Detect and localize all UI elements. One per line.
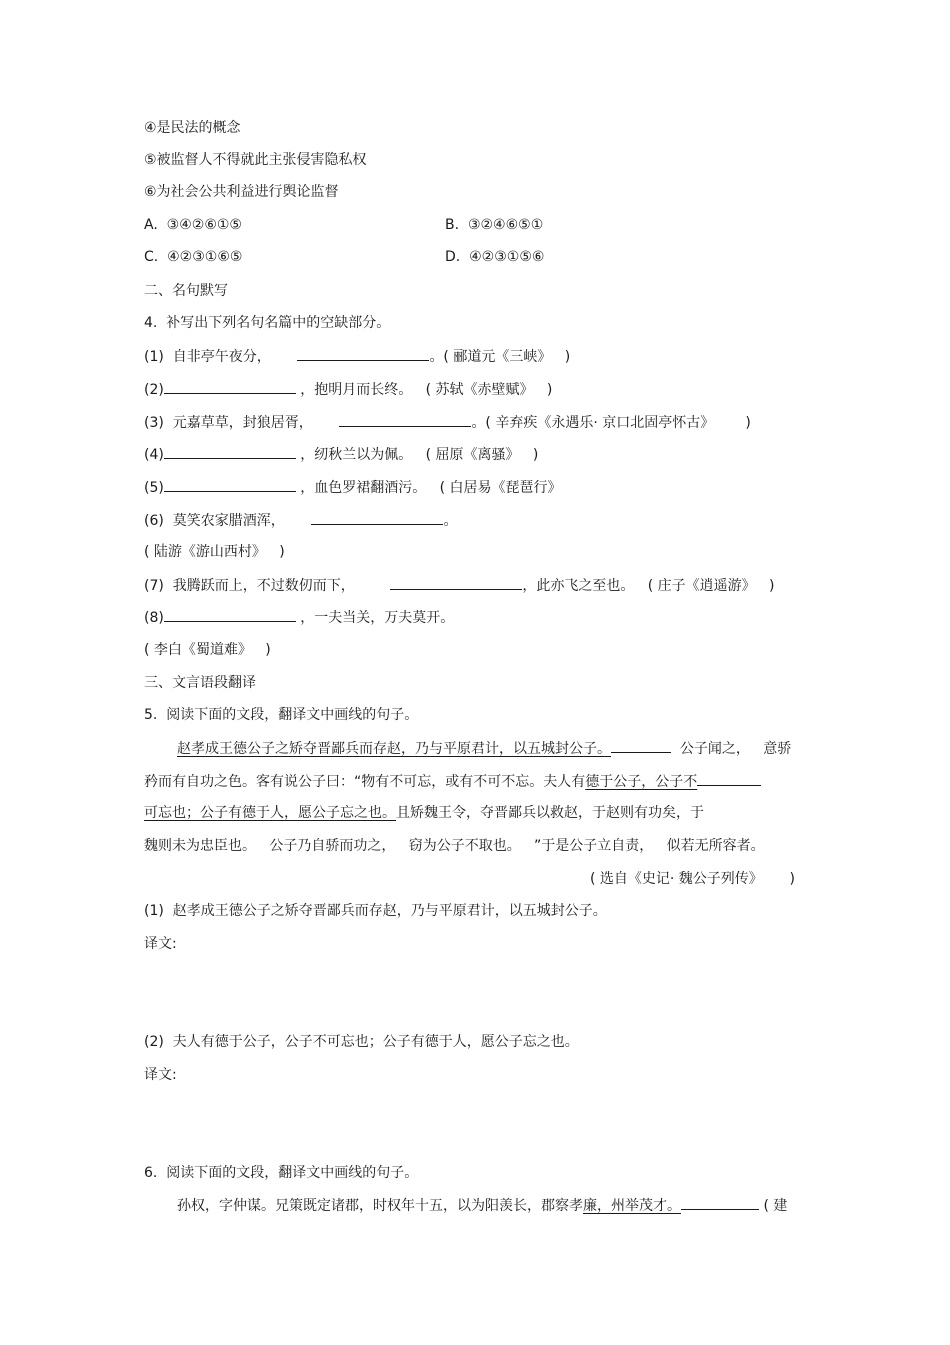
question-5: 5. 阅读下面的文段，翻译文中画线的句子。 [144,707,419,723]
translation-label-2: 译文: [144,1067,177,1083]
passage-line-1: 赵孝成王德公子之矫夺晋鄙兵而存赵，乃与平原君计，以五城封公子。 公子闻之， 意骄 [177,738,791,759]
answer-blank[interactable] [164,477,296,492]
option-c: C. ④②③①⑥⑤ [144,249,243,265]
answer-blank[interactable] [164,444,296,459]
translation-label-1: 译文: [144,936,177,952]
passage-source: ( 选自《史记· 魏公子列传》 ) [590,871,795,887]
sentence-2: (2) 夫人有德于公子，公子不可忘也；公子有德于人，愿公子忘之也。 [144,1034,579,1050]
verse-line-4: (4) ，纫秋兰以为佩。 ( 屈原《离骚》 ) [144,444,538,465]
option-b: B. ③②④⑥⑤① [445,217,544,233]
answer-blank[interactable] [297,346,429,361]
passage-6-line-1: 孙权，字仲谋。兄策既定诸郡，时权年十五，以为阳羡长，郡察孝廉，州举茂才。 ( 建 [177,1195,787,1216]
answer-blank[interactable] [311,510,443,525]
question-6: 6. 阅读下面的文段，翻译文中画线的句子。 [144,1165,419,1181]
section-heading-3: 三、文言语段翻译 [144,675,256,691]
verse-line-1: (1) 自非亭午夜分， 。( 郦道元《三峡》 ) [144,346,570,367]
question-4: 4. 补写出下列名句名篇中的空缺部分。 [144,315,391,331]
verse-source-6: ( 陆游《游山西村》 ) [144,544,285,560]
sentence-1: (1) 赵孝成王德公子之矫夺晋鄙兵而存赵，乃与平原君计，以五城封公子。 [144,903,607,919]
section-heading-2: 二、名句默写 [144,283,228,299]
answer-blank[interactable] [339,412,471,427]
answer-blank[interactable] [164,607,296,622]
passage-line-3: 可忘也；公子有德于人，愿公子忘之也。且矫魏王令，夺晋鄙兵以救赵，于赵则有功矣，于 [144,805,704,821]
passage-line-4: 魏则未为忠臣也。 公子乃自骄而功之， 窃为公子不取也。 ”于是公子立自责， 似若无所容者。 [144,838,765,854]
verse-line-6: (6) 莫笑农家腊酒浑， 。 [144,510,457,531]
verse-line-3: (3) 元嘉草草，封狼居胥， 。( 辛弃疾《永遇乐· 京口北固亭怀古》 ) [144,412,751,433]
item-5: ⑤被监督人不得就此主张侵害隐私权 [144,152,367,168]
verse-line-7: (7) 我腾跃而上，不过数仞而下， ，此亦飞之至也。 ( 庄子《逍遥游》 ) [144,575,774,596]
answer-blank[interactable] [164,379,296,394]
verse-source-8: ( 李白《蜀道难》 ) [144,642,271,658]
verse-line-8: (8) ，一夫当关，万夫莫开。 [144,607,454,628]
verse-line-5: (5) ，血色罗裙翻酒污。 ( 白居易《琵琶行》 [144,477,562,498]
item-4: ④是民法的概念 [144,120,241,136]
option-d: D. ④②③①⑤⑥ [445,249,545,265]
item-6: ⑥为社会公共利益进行舆论监督 [144,184,339,200]
option-a: A. ③④②⑥①⑤ [144,217,242,233]
answer-blank[interactable] [390,575,522,590]
passage-line-2: 矜而有自功之色。客有说公子曰：“物有不可忘，或有不可不忘。夫人有德于公子，公子不 [144,771,761,792]
verse-line-2: (2) ，抱明月而长终。 ( 苏轼《赤壁赋》 ) [144,379,552,400]
